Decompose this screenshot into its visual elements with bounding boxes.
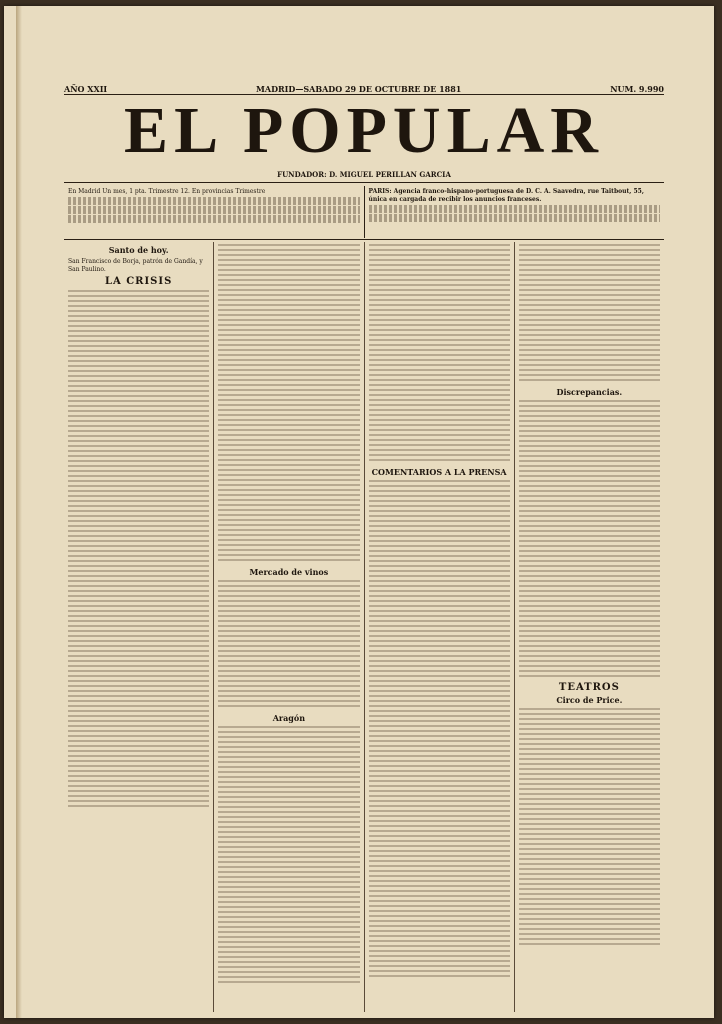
column-1 — [64, 242, 214, 1012]
price-circus-heading: Circo de Price. — [556, 695, 623, 705]
dateline: MADRID—SABADO 29 DE OCTUBRE DE 1881 — [256, 84, 462, 94]
column-4 — [515, 242, 664, 1012]
subscription-right — [364, 186, 665, 238]
theaters-heading: TEATROS — [558, 682, 620, 693]
masthead-title: EL POPULAR — [124, 94, 604, 167]
article-heading: LA CRISIS — [104, 276, 173, 287]
wine-market-heading: Mercado de vinos — [249, 567, 329, 577]
article-columns — [64, 242, 664, 1012]
subscription-left-text: En Madrid Un mes, 1 pta. Trimestre 12. En provincias Trimestre — [68, 188, 266, 195]
dateline-bar — [64, 84, 664, 94]
column-2 — [214, 242, 364, 1012]
newspaper-page — [4, 6, 714, 1018]
aragon-heading: Aragón — [272, 713, 306, 723]
subscription-right-text: PARIS: Agencia franco-hispano-portuguesa de D. C. A. Saavedra, rue Taitbout, 55, única en cargada de recibir los anuncios franceses. — [368, 188, 644, 203]
year-label: AÑO XXII — [64, 84, 108, 94]
binding-edge — [16, 6, 22, 1018]
saints-heading: Santo de hoy. — [108, 245, 169, 255]
press-heading: COMENTARIOS A LA PRENSA — [371, 467, 507, 477]
rule-body — [64, 239, 664, 240]
subscription-left — [64, 186, 364, 238]
founder-line: FUNDADOR: D. MIGUEL PERILLAN GARCIA — [277, 170, 451, 179]
column-3 — [365, 242, 515, 1012]
discrepancies-heading: Discrepancias. — [556, 387, 623, 397]
subscription-box — [64, 186, 664, 238]
issue-number: NUM. 9.990 — [610, 84, 664, 94]
saints-text: San Francisco de Borja, patrón de Gandía, y San Paulino. — [68, 258, 203, 273]
rule-mid — [64, 182, 664, 183]
